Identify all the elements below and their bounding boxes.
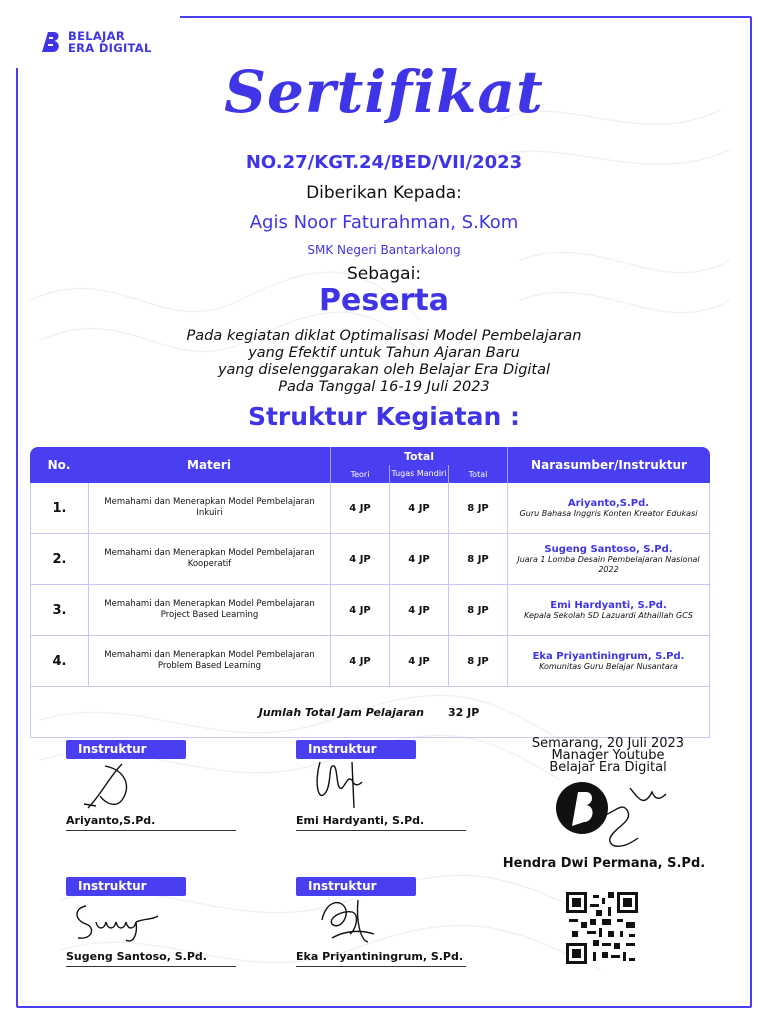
- recipient-school: SMK Negeri Bantarkalong: [307, 243, 461, 257]
- signature-emi: [308, 752, 378, 812]
- event-description: [0, 328, 768, 396]
- row-materi: Memahami dan Menerapkan Model Pembelajaran Inkuiri: [88, 483, 330, 534]
- total-row: [30, 687, 710, 738]
- signature-ariyanto: [70, 756, 150, 816]
- qr-code: [566, 892, 638, 964]
- table-row: [30, 636, 710, 687]
- narasumber-detail: Komunitas Guru Belajar Nusantara: [539, 661, 678, 671]
- manager-org: Belajar Era Digital: [549, 760, 667, 775]
- row-total: 8 JP: [448, 636, 507, 687]
- table-row: [30, 534, 710, 585]
- recipient-name: Agis Noor Faturahman, S.Kom: [249, 212, 519, 233]
- row-tugas: 4 JP: [389, 585, 448, 636]
- header-teori: Teori: [330, 465, 389, 483]
- row-total: 8 JP: [448, 585, 507, 636]
- instructor-badge: Instruktur: [66, 740, 186, 759]
- manager-name: Hendra Dwi Permana, S.Pd.: [502, 856, 706, 871]
- signature-line: [66, 830, 236, 831]
- given-to-label: Diberikan Kepada:: [306, 183, 462, 203]
- brand-logo: [40, 30, 152, 54]
- signature-line: [66, 966, 236, 967]
- total-label: Jumlah Total Jam Pelajaran: [30, 687, 448, 738]
- narasumber-detail: Juara 1 Lomba Desain Pembelajaran Nasional 2022: [517, 554, 700, 574]
- instructor-name: Emi Hardyanti, S.Pd.: [296, 814, 425, 827]
- instructor-badge: Instruktur: [296, 740, 416, 759]
- description-line: yang diselenggarakan oleh Belajar Era Digital: [217, 362, 551, 378]
- header-tugas-mandiri: Tugas Mandiri: [389, 465, 448, 483]
- row-materi: Memahami dan Menerapkan Model Pembelajaran Project Based Learning: [88, 585, 330, 636]
- total-value: 32 JP: [448, 687, 710, 738]
- structure-heading: Struktur Kegiatan :: [247, 402, 521, 431]
- row-no: 2.: [30, 534, 88, 585]
- manager-title: Manager Youtube: [551, 748, 665, 763]
- certificate-title: Sertifikat: [224, 58, 544, 126]
- row-tugas: 4 JP: [389, 483, 448, 534]
- row-no: 4.: [30, 636, 88, 687]
- manager-block: [498, 738, 718, 774]
- manager-stamp-and-signature: [552, 778, 672, 854]
- row-narasumber: [507, 585, 710, 636]
- instructor-badge: Instruktur: [296, 877, 416, 896]
- row-tugas: 4 JP: [389, 636, 448, 687]
- instructor-name: Eka Priyantiningrum, S.Pd.: [296, 950, 464, 963]
- narasumber-detail: Kepala Sekolah SD Lazuardi Athaillah GCS: [523, 610, 694, 620]
- row-materi: Memahami dan Menerapkan Model Pembelajaran Kooperatif: [88, 534, 330, 585]
- recipient-role: Peserta: [319, 283, 449, 318]
- description-line: Pada kegiatan diklat Optimalisasi Model Pembelajaran: [186, 328, 582, 344]
- signature-sugeng: [66, 896, 166, 946]
- certificate-number: NO.27/KGT.24/BED/VII/2023: [245, 152, 523, 173]
- logo-line-2: ERA DIGITAL: [68, 41, 152, 55]
- logo-line-1: BELAJAR: [68, 29, 125, 43]
- place-date: Semarang, 20 Juli 2023: [531, 736, 685, 751]
- description-line: yang Efektif untuk Tahun Ajaran Baru: [248, 345, 520, 361]
- schedule-table: [30, 447, 710, 738]
- signature-line: [296, 966, 466, 967]
- header-materi: Materi: [88, 447, 330, 483]
- signature-line: [296, 830, 466, 831]
- row-no: 1.: [30, 483, 88, 534]
- row-teori: 4 JP: [330, 636, 389, 687]
- signature-eka: [312, 890, 382, 950]
- description-line: Pada Tanggal 16-19 Juli 2023: [278, 379, 490, 395]
- narasumber-name: Emi Hardyanti, S.Pd.: [550, 599, 667, 611]
- row-materi: Memahami dan Menerapkan Model Pembelajaran Problem Based Learning: [88, 636, 330, 687]
- brand-logo-icon: [40, 30, 62, 54]
- narasumber-detail: Guru Bahasa Inggris Konten Kreator Edukasi: [519, 508, 698, 518]
- header-total-sub: Total: [448, 465, 507, 483]
- row-narasumber: [507, 636, 710, 687]
- row-total: 8 JP: [448, 483, 507, 534]
- narasumber-name: Ariyanto,S.Pd.: [567, 497, 650, 509]
- header-narasumber: Narasumber/Instruktur: [507, 447, 710, 483]
- row-teori: 4 JP: [330, 585, 389, 636]
- narasumber-name: Sugeng Santoso, S.Pd.: [544, 543, 673, 555]
- narasumber-name: Eka Priyantiningrum, S.Pd.: [532, 650, 685, 662]
- as-label: Sebagai:: [346, 264, 422, 284]
- instructor-name: Sugeng Santoso, S.Pd.: [66, 950, 207, 963]
- instructor-name: Ariyanto,S.Pd.: [66, 814, 156, 827]
- row-no: 3.: [30, 585, 88, 636]
- instructor-badge: Instruktur: [66, 877, 186, 896]
- header-total: Total: [330, 447, 507, 465]
- row-total: 8 JP: [448, 534, 507, 585]
- row-narasumber: [507, 483, 710, 534]
- row-teori: 4 JP: [330, 534, 389, 585]
- header-no: No.: [30, 447, 88, 483]
- table-row: [30, 483, 710, 534]
- row-narasumber: [507, 534, 710, 585]
- row-tugas: 4 JP: [389, 534, 448, 585]
- row-teori: 4 JP: [330, 483, 389, 534]
- table-row: [30, 585, 710, 636]
